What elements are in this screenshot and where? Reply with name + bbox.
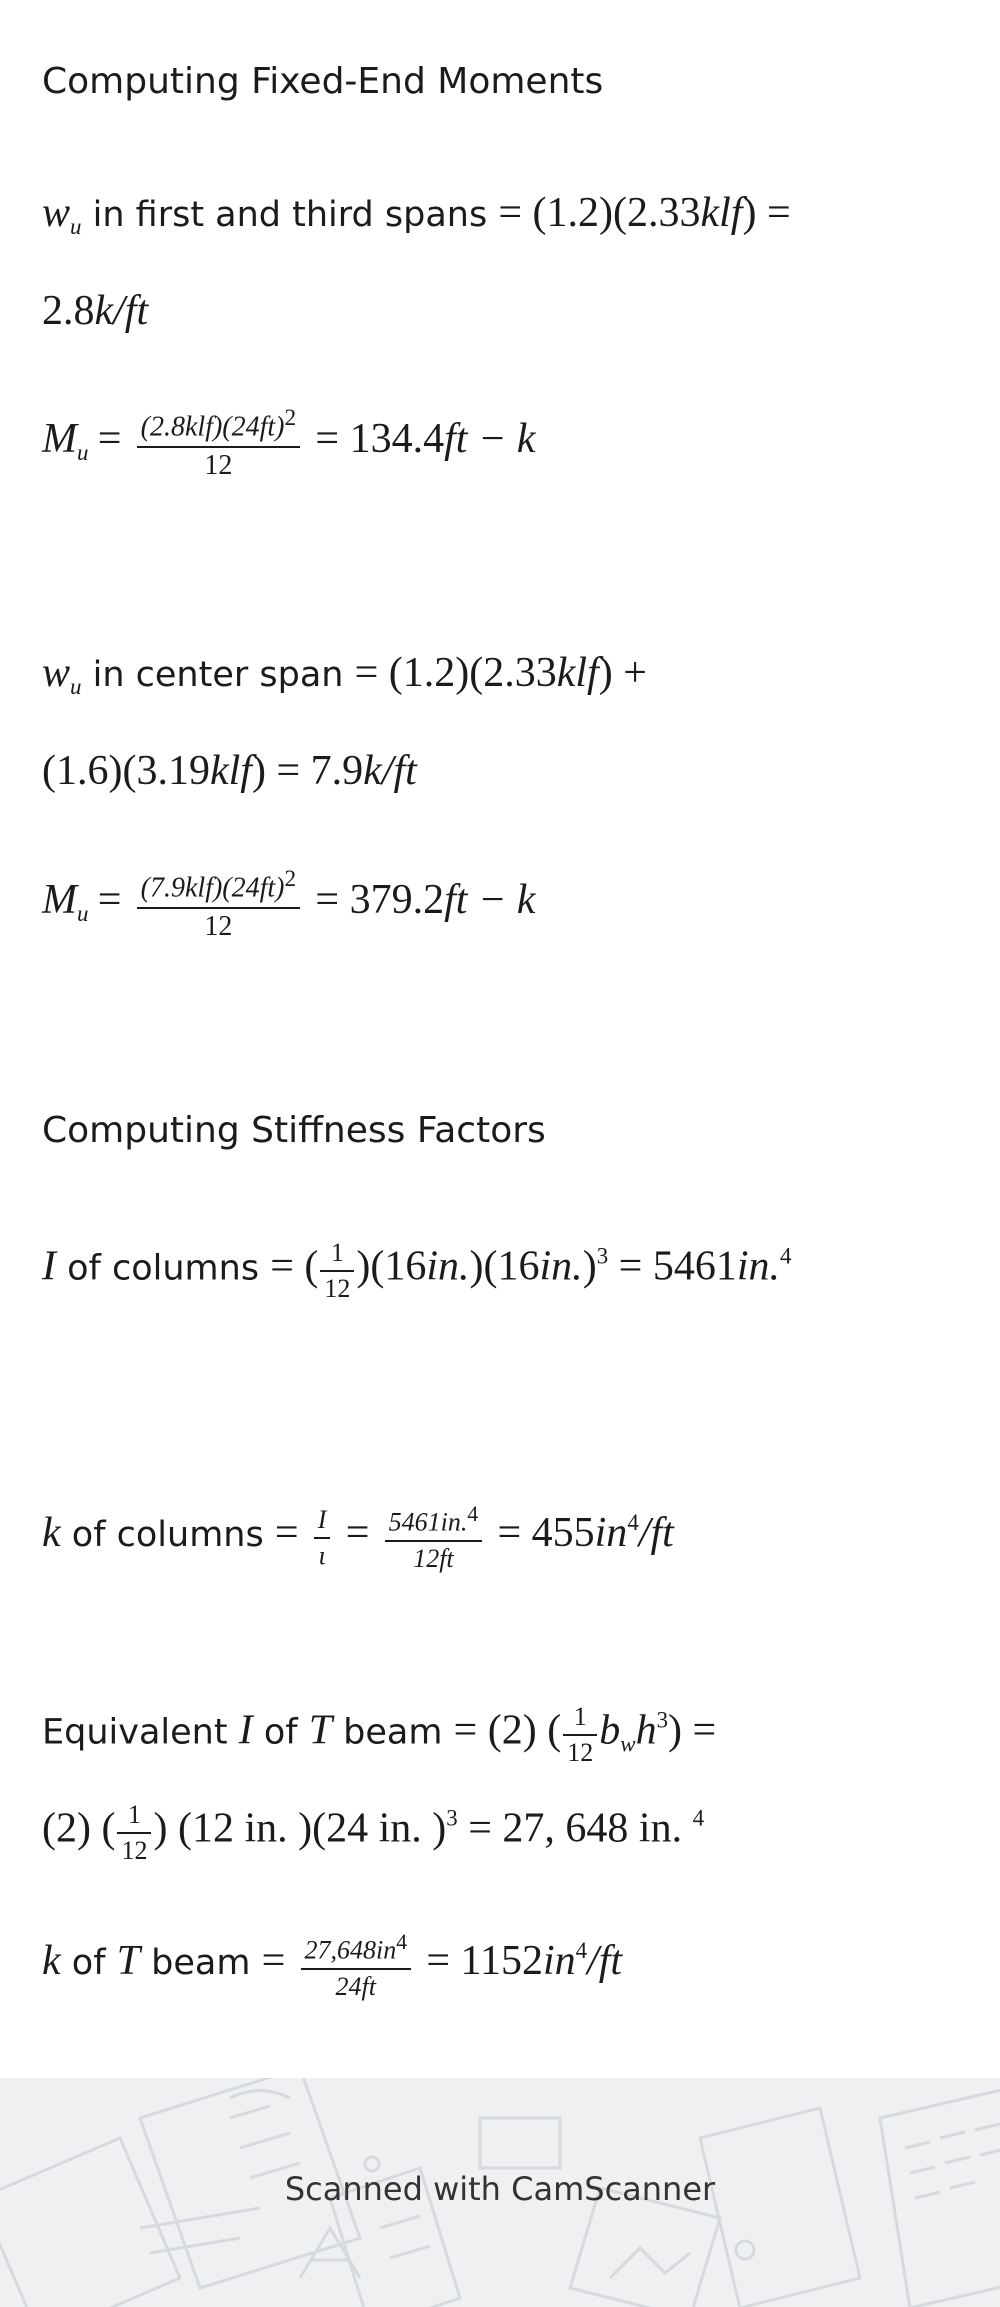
tbeam-fraction2	[117, 1800, 151, 1866]
tbeam-k-of: of	[60, 1943, 117, 1984]
k-equals1: =	[274, 1510, 299, 1557]
mu-subscript: u	[77, 439, 89, 465]
k-frac2-sup: 4	[467, 1502, 479, 1526]
mu-outer-spans	[42, 405, 535, 482]
tbeam-frac-num: 1	[563, 1702, 597, 1736]
wu-label: in first and third spans	[81, 195, 499, 235]
wu-rhs-end: ) =	[742, 190, 791, 236]
k-result: = 455	[497, 1510, 595, 1557]
i-symbol: I	[42, 1243, 56, 1290]
mu-center-frac-num: (7.9klf)(24ft)	[140, 872, 285, 904]
i-frac-den: 12	[324, 1273, 351, 1303]
tbeam-t-symbol: T	[308, 1707, 333, 1754]
wu-center-unit: klf	[556, 650, 599, 696]
camscanner-watermark-text: Scanned with CamScanner	[284, 2170, 716, 2208]
tbeam-k-frac-sup: 4	[396, 1930, 408, 1954]
i-result-unit: in.	[736, 1243, 781, 1290]
mu-center-result: = 379.2	[315, 876, 445, 923]
wu-outer-spans-line1	[42, 192, 791, 239]
i-rhs-unit2: in.	[539, 1243, 583, 1290]
i-rhs: )(16	[356, 1243, 427, 1290]
i-frac-num: 1	[320, 1238, 354, 1272]
k-of-columns	[42, 1502, 674, 1573]
k-equals2: =	[345, 1510, 370, 1557]
tbeam-k-fraction	[301, 1930, 412, 2001]
tbeam-frac2-num: 1	[117, 1800, 151, 1834]
mu-center-fraction	[137, 866, 301, 943]
tbeam-frac-den: 12	[567, 1737, 594, 1767]
tbeam-k-result-end: /ft	[587, 1938, 623, 1985]
wu-unit: klf	[700, 190, 743, 236]
mu-result: = 134.4	[315, 415, 445, 462]
heading-stiffness-factors: Computing Stiffness Factors	[42, 1110, 546, 1151]
k-symbol: k	[42, 1510, 61, 1557]
wu-center-symbol: w	[42, 650, 71, 696]
tbeam-rhs2-end: = 27, 648 in.	[457, 1805, 693, 1852]
tbeam-stiffness	[42, 1930, 622, 2001]
mu-center-frac-den: 12	[204, 910, 233, 942]
tbeam-k-t-symbol: T	[116, 1938, 141, 1985]
mu-equals: =	[97, 415, 122, 462]
i-rhs-close: )	[582, 1243, 597, 1290]
mu-fraction	[137, 405, 301, 482]
wu-center-span-line1	[42, 652, 647, 699]
mu-center-subscript: u	[77, 900, 89, 926]
tbeam-k-label: beam	[140, 1943, 262, 1984]
tbeam-b-sub: w	[620, 1731, 636, 1757]
mu-frac-den: 12	[204, 449, 233, 481]
tbeam-k-symbol: k	[42, 1938, 61, 1985]
mu-frac-sup: 2	[284, 405, 297, 431]
k-fraction1	[314, 1505, 331, 1571]
wu-subscript: u	[70, 214, 82, 240]
i-result: = 5461	[608, 1243, 737, 1290]
tbeam-of: of	[252, 1712, 309, 1753]
wu-center-label: in center span	[81, 655, 355, 695]
tbeam-inertia-line2	[42, 1800, 704, 1866]
wu-center-rhs: = (1.2)(2.33	[354, 650, 557, 696]
tbeam-pre: Equivalent	[42, 1712, 239, 1753]
tbeam-k-frac-num: 27,648in	[304, 1935, 397, 1965]
wu-center-value-unit: k/ft	[363, 748, 417, 794]
i-equals: = (	[270, 1243, 319, 1290]
k-frac2-num: 5461in.	[388, 1507, 468, 1537]
tbeam-rhs2-end-sup: 4	[692, 1805, 705, 1831]
tbeam-k-equals: =	[261, 1938, 286, 1985]
tbeam-rhs2-mid: ) (12 in. )(24 in. )	[153, 1805, 447, 1852]
wu-center-rhs-end: ) +	[598, 650, 647, 696]
wu-rhs: = (1.2)(2.33	[498, 190, 701, 236]
i-rhs-unit1: in.	[426, 1243, 470, 1290]
i-rhs-sup: 3	[596, 1243, 609, 1269]
mu-center-symbol: M	[42, 876, 77, 923]
tbeam-i-symbol: I	[238, 1707, 253, 1754]
mu-center-span	[42, 866, 535, 943]
mu-symbol: M	[42, 415, 77, 462]
wu-center-live: (1.6)(3.19	[42, 748, 210, 794]
tbeam-rhs2-sup: 3	[446, 1805, 458, 1831]
k-fraction2	[385, 1502, 483, 1573]
tbeam-h: h	[635, 1707, 657, 1754]
tbeam-inertia-line1	[42, 1702, 716, 1768]
i-of-columns	[42, 1238, 791, 1304]
wu-symbol: w	[42, 190, 71, 236]
k-frac2-den: 12ft	[413, 1543, 454, 1573]
tbeam-k-frac-den: 24ft	[335, 1971, 376, 2001]
wu-center-span-line2	[42, 750, 417, 792]
tbeam-fraction	[563, 1702, 597, 1768]
k-result-sup: 4	[627, 1510, 639, 1536]
i-rhs-mid: )(16	[469, 1243, 540, 1290]
wu-center-subscript: u	[70, 674, 82, 700]
heading-fixed-end-moments: Computing Fixed-End Moments	[42, 61, 604, 102]
wu-center-live-unit: klf	[209, 748, 252, 794]
tbeam-h-sup: 3	[656, 1707, 669, 1733]
tbeam-rhs: = (2) (	[453, 1707, 562, 1754]
tbeam-frac2-den: 12	[121, 1835, 148, 1865]
i-result-sup: 4	[780, 1243, 792, 1269]
wu-value: 2.8	[42, 288, 95, 334]
wu-value-unit: k/ft	[94, 288, 149, 334]
tbeam-b: b	[599, 1707, 621, 1754]
wu-outer-spans-line2	[42, 290, 148, 332]
mu-center-frac-sup: 2	[284, 866, 297, 892]
mu-center-result-unit: ft − k	[444, 876, 536, 923]
k-label: of columns	[60, 1515, 275, 1556]
k-frac1-den: ι	[318, 1540, 326, 1570]
tbeam-label: beam	[332, 1712, 454, 1753]
mu-frac-num: (2.8klf)(24ft)	[140, 411, 285, 443]
mu-center-equals: =	[97, 876, 122, 923]
i-fraction	[320, 1238, 354, 1304]
wu-center-value: ) = 7.9	[251, 748, 364, 794]
mu-result-unit: ft − k	[444, 415, 536, 462]
k-result-unit: in	[594, 1510, 628, 1557]
tbeam-k-result-sup: 4	[575, 1938, 588, 1964]
tbeam-rhs-end: ) =	[668, 1707, 717, 1754]
i-label: of columns	[56, 1248, 271, 1289]
k-frac1-num: I	[314, 1505, 331, 1539]
tbeam-k-result-unit: in	[542, 1938, 576, 1985]
tbeam-rhs2: (2) (	[42, 1805, 116, 1852]
k-result-end: /ft	[638, 1510, 674, 1557]
tbeam-k-result: = 1152	[426, 1938, 543, 1985]
